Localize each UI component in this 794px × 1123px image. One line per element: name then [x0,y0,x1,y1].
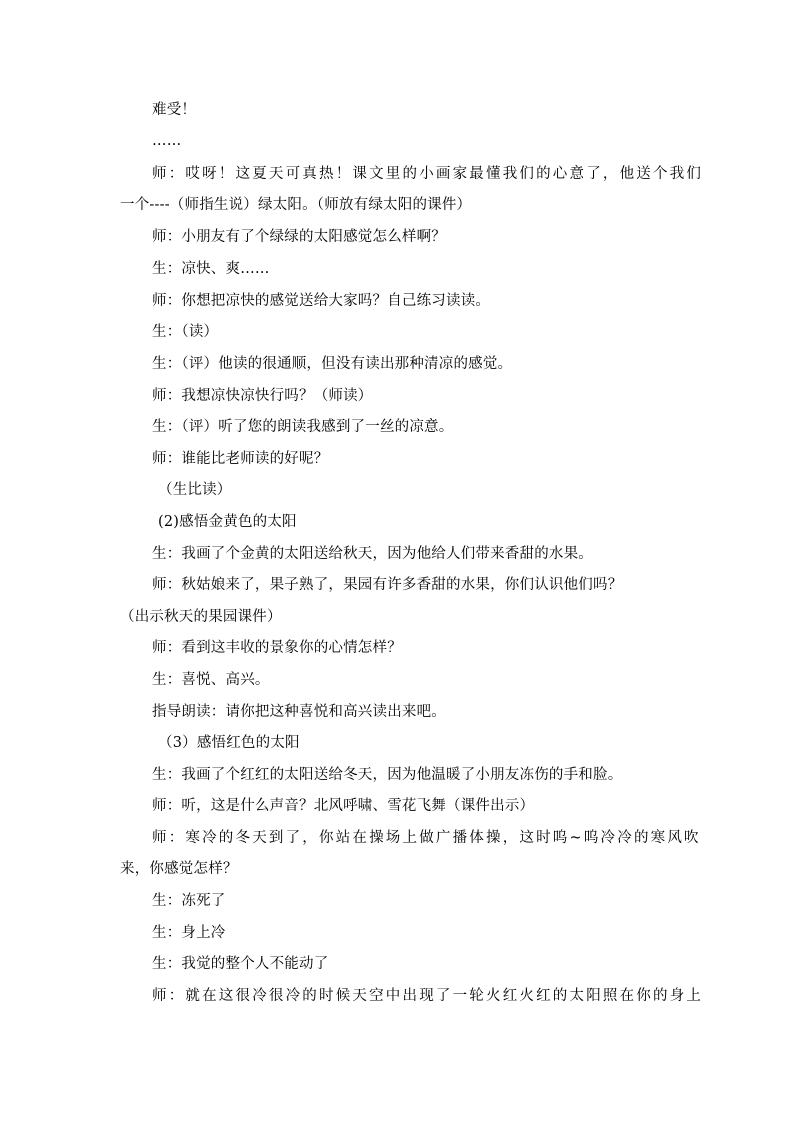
text-line-1: 难受！ [152,102,197,118]
text-line-13: （生比读） [158,482,232,498]
text-line-7: 师：你想把凉快的感觉送给大家吗？自己练习读读。 [152,293,491,309]
text-line-29: 师：就在这很冷很冷的时候天空中出现了一轮火红火红的太阳照在你的身上 [152,988,704,1004]
text-line-16: 师：秋姑娘来了，果子熟了，果园有许多香甜的水果，你们认识他们吗？ [152,577,623,593]
text-line-26: 生：冻死了 [152,893,226,909]
text-line-6: 生：凉快、爽…… [152,261,270,277]
text-line-12: 师：谁能比老师读的好呢？ [152,451,329,467]
text-line-24: 师：寒冷的冬天到了，你站在操场上做广播体操，这时呜~呜冷冷的寒风吹 [152,830,701,846]
text-line-17: （出示秋天的果园课件） [120,609,282,625]
text-line-10: 师：我想凉快凉快行吗？（师读） [152,388,373,404]
text-line-5: 师：小朋友有了个绿绿的太阳感觉怎么样啊？ [152,229,446,245]
text-line-9: 生：（评）他读的很通顺，但没有读出那种清凉的感觉。 [152,356,513,372]
text-line-15: 生：我画了个金黄的太阳送给秋天，因为他给人们带来香甜的水果。 [152,546,593,562]
text-line-28: 生：我觉的整个人不能动了 [152,956,329,972]
text-line-2: …… [152,133,182,149]
text-line-27: 生：身上冷 [152,925,226,941]
text-line-25: 来，你感觉怎样？ [120,861,238,877]
section-heading-golden-sun: (2)感悟金黄色的太阳 [158,514,297,530]
text-line-23: 师：听，这是什么声音？北风呼啸、雪花飞舞（课件出示） [152,798,535,814]
text-line-19: 生：喜悦、高兴。 [152,672,270,688]
text-line-3: 师：哎呀！这夏天可真热！课文里的小画家最懂我们的心意了，他送个我们 [152,166,704,182]
text-line-18: 师：看到这丰收的景象你的心情怎样？ [152,640,402,656]
section-heading-red-sun: （3）感悟红色的太阳 [158,735,300,751]
text-line-8: 生：（读） [152,324,219,340]
text-line-11: 生：（评）听了您的朗读我感到了一丝的凉意。 [152,419,454,435]
text-line-22: 生：我画了个红红的太阳送给冬天，因为他温暖了小朋友冻伤的手和脸。 [152,767,623,783]
text-line-4: 一个----（师指生说）绿太阳。（师放有绿太阳的课件） [120,197,472,213]
text-line-20: 指导朗读：请你把这种喜悦和高兴读出来吧。 [152,704,446,720]
